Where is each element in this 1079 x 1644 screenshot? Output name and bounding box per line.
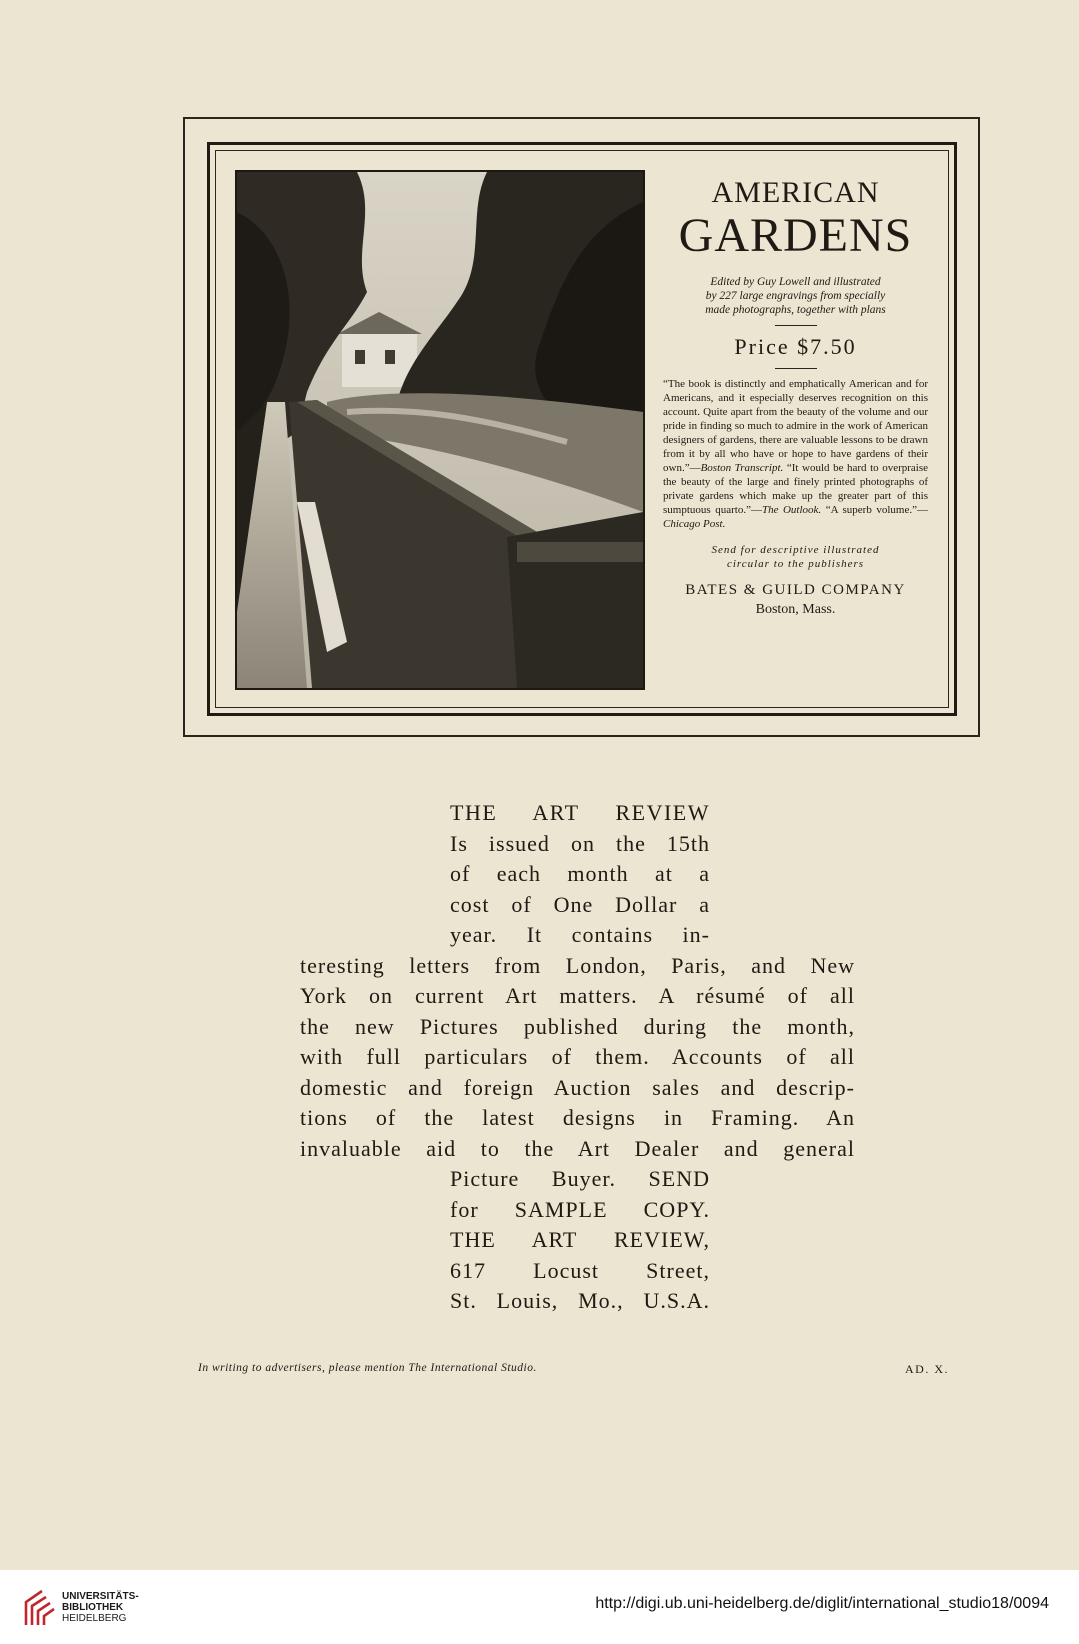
art-review-notice bbox=[300, 798, 855, 1317]
review-line: cost of One Dollar a bbox=[450, 891, 710, 917]
quote-boston-source: Boston Transcript. bbox=[700, 462, 784, 474]
ad-publisher-city: Boston, Mass. bbox=[755, 602, 836, 617]
quote-chicago-source: Chicago Post. bbox=[663, 518, 726, 530]
review-line: for SAMPLE COPY. bbox=[450, 1196, 710, 1222]
review-line: Picture Buyer. SEND bbox=[450, 1166, 710, 1191]
ad-divider bbox=[775, 325, 817, 326]
library-name-line: HEIDELBERG bbox=[62, 1613, 127, 1624]
footer-advertiser-note: In writing to advertisers, please mention The International Studio. bbox=[198, 1362, 537, 1374]
review-line: domestic and foreign Auction sales and descrip- bbox=[300, 1074, 855, 1100]
ad-text-block bbox=[663, 172, 928, 619]
ad-editor-line: Edited by Guy Lowell and illustrated bbox=[710, 276, 881, 288]
ad-editor-line: by 227 large engravings from specially bbox=[705, 290, 886, 302]
review-line: teresting letters from London, Paris, and New bbox=[300, 952, 855, 978]
ad-title-gardens: GARDENS bbox=[678, 209, 913, 262]
review-line: invaluable aid to the Art Dealer and general bbox=[300, 1135, 855, 1161]
review-line: THE ART REVIEW, bbox=[450, 1227, 710, 1252]
library-name-line: UNIVERSITÄTS- bbox=[62, 1591, 139, 1602]
ad-send-circular bbox=[663, 543, 928, 571]
ad-editor-line: made photographs, together with plans bbox=[705, 304, 886, 316]
library-name bbox=[62, 1591, 139, 1624]
ad-send-line: Send for descriptive illustrated bbox=[711, 544, 880, 556]
permalink-url[interactable]: http://digi.ub.uni-heidelberg.de/diglit/international_studio18/0094 bbox=[595, 1595, 1049, 1612]
quote-boston: “The book is distinctly and emphatically American and for Americans, and it especially deserves recognition on this account. Quite apart from the beauty of the volume and our pride in finding so much to admire in the work of American designers of gardens, there are valuable lessons to be drawn from it by all who have or hope to have gardens of their own.”— bbox=[663, 378, 928, 474]
quote-outlook: “It would be hard to overpraise the beauty of the large and finely printed photographs of private gardens which make up the greater part of this sumptuous quarto.”— bbox=[663, 462, 929, 516]
review-line: St. Louis, Mo., U.S.A. bbox=[450, 1288, 710, 1313]
review-line: with full particulars of them. Accounts of all bbox=[300, 1044, 855, 1069]
review-line: THE ART REVIEW bbox=[450, 800, 710, 825]
ad-press-quotes bbox=[663, 377, 928, 531]
ad-publisher: BATES & GUILD COMPANY bbox=[685, 582, 906, 598]
review-line: of each month at a bbox=[450, 861, 710, 886]
review-line: York on current Art matters. A résumé of all bbox=[300, 983, 855, 1008]
review-line: tions of the latest designs in Framing. An bbox=[300, 1105, 855, 1130]
ad-price: Price $7.50 bbox=[734, 334, 857, 359]
garden-photograph bbox=[235, 170, 645, 690]
quote-outlook-source: The Outlook. bbox=[761, 504, 822, 516]
review-line: 617 Locust Street, bbox=[450, 1257, 710, 1283]
review-line: year. It contains in- bbox=[450, 922, 710, 947]
library-logo-icon bbox=[20, 1588, 58, 1628]
footer-page-number: AD. X. bbox=[905, 1362, 949, 1376]
review-line: the new Pictures published during the month, bbox=[300, 1013, 855, 1039]
quote-chicago: “A superb volume.”— bbox=[825, 504, 928, 516]
ad-divider bbox=[775, 368, 817, 369]
ad-editor-credit bbox=[663, 275, 928, 317]
ad-send-line: circular to the publishers bbox=[726, 558, 865, 570]
review-line: Is issued on the 15th bbox=[450, 830, 710, 856]
ad-title-american: AMERICAN bbox=[711, 176, 880, 209]
library-name-line: BIBLIOTHEK bbox=[62, 1602, 124, 1613]
library-footer-bar bbox=[0, 1570, 1079, 1644]
